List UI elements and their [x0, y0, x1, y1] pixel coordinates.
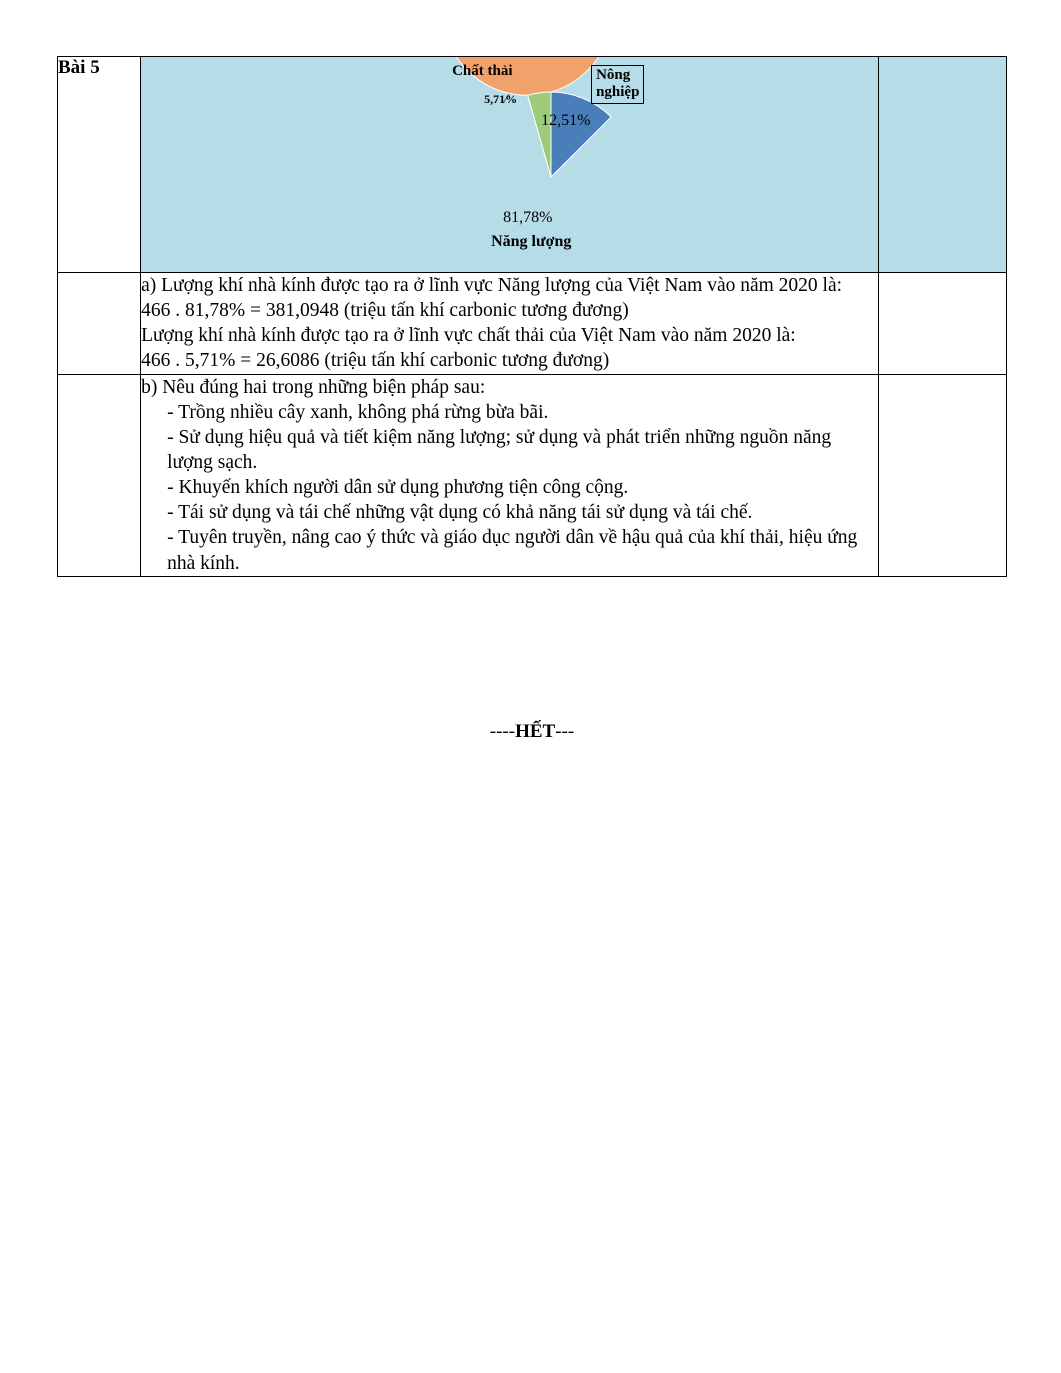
- score-cell-2: [878, 273, 1006, 375]
- document-footer: [57, 721, 1007, 743]
- empty-label-cell-b: [58, 374, 141, 576]
- answer-b-item: - Sử dụng hiệu quả và tiết kiệm năng lượng; sử dụng và phát triển những nguồn năng lượng sạch.: [167, 426, 832, 473]
- answer-b-item: - Khuyến khích người dân sử dụng phương tiện công cộng.: [167, 477, 629, 499]
- table-row: [58, 57, 1007, 273]
- footer-suffix: ---: [555, 721, 575, 742]
- score-cell-1: [878, 57, 1006, 273]
- chart-label-energy: Năng lượng: [491, 233, 572, 250]
- footer-word: HẾT: [515, 721, 556, 742]
- answer-a-cell: [141, 273, 879, 375]
- answer-table: [57, 56, 1007, 577]
- answer-b-cell: [141, 374, 879, 576]
- chart-value-energy: 81,78%: [503, 209, 553, 226]
- answer-b-intro: b) Nêu đúng hai trong những biện pháp sau:: [141, 376, 486, 398]
- empty-label-cell-a: [58, 273, 141, 375]
- answer-b-item: - Trồng nhiều cây xanh, không phá rừng bừa bãi.: [167, 401, 549, 423]
- chart-label-agriculture: [591, 65, 644, 104]
- chart-label-waste: Chất thải: [452, 63, 513, 79]
- chart-label-agriculture-line1: Nông: [596, 67, 631, 83]
- answer-a-line3: Lượng khí nhà kính được tạo ra ở lĩnh vực chất thải của Việt Nam vào năm 2020 là:: [141, 325, 796, 347]
- answer-b-item: - Tái sử dụng và tái chế những vật dụng có khả năng tái sử dụng và tái chế.: [167, 502, 753, 524]
- score-cell-3: [878, 374, 1006, 576]
- answer-a-line1: a) Lượng khí nhà kính được tạo ra ở lĩnh vực Năng lượng của Việt Nam vào năm 2020 là:: [141, 275, 843, 296]
- chart-cell: [141, 57, 879, 273]
- table-row: [58, 374, 1007, 576]
- table-row: [58, 273, 1007, 375]
- answer-a-line4: 466 . 5,71% = 26,6086 (triệu tấn khí carbonic tương đương): [141, 350, 610, 372]
- chart-value-waste: 5,71%: [484, 92, 518, 106]
- answer-a-line2: 466 . 81,78% = 381,0948 (triệu tấn khí carbonic tương đương): [141, 300, 629, 322]
- chart-value-agriculture: 12,51%: [541, 112, 591, 129]
- chart-label-agriculture-line2: nghiệp: [596, 83, 640, 100]
- problem-label: Bài 5: [58, 57, 141, 273]
- pie-slice-waste: [528, 92, 551, 177]
- footer-prefix: ----: [489, 721, 516, 742]
- pie-chart: [441, 57, 681, 272]
- answer-b-item: - Tuyên truyền, nâng cao ý thức và giáo dục người dân về hậu quả của khí thải, hiệu ứng nhà kính.: [167, 527, 858, 574]
- pie-slice-agriculture: [551, 92, 611, 177]
